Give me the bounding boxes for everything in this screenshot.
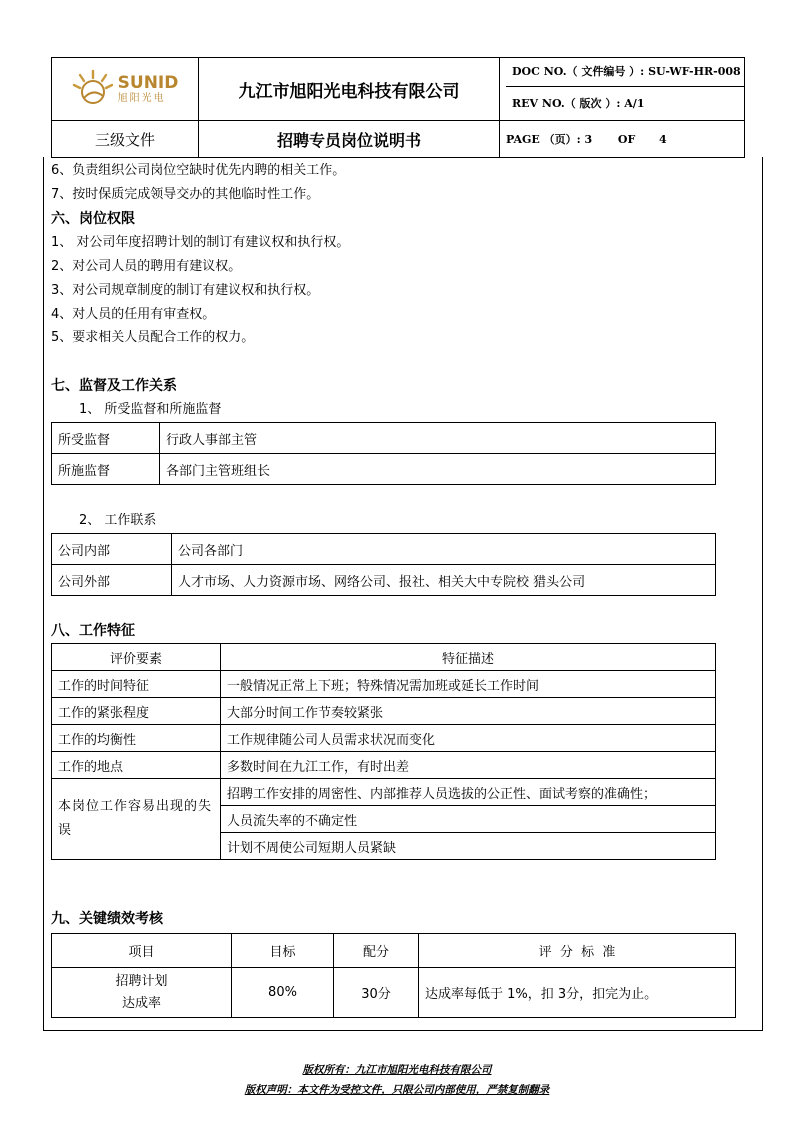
kpi-score: 30分 xyxy=(334,968,419,1018)
document-header xyxy=(51,57,745,158)
table-header-cell: 评 分 标 准 xyxy=(419,934,736,968)
table-header-cell: 特征描述 xyxy=(221,644,716,671)
table-cell-key: 公司外部 xyxy=(52,565,172,596)
document-level: 三级文件 xyxy=(52,121,199,158)
risk-item: 人员流失率的不确定性 xyxy=(221,806,716,833)
risk-item: 计划不周使公司短期人员紧缺 xyxy=(221,833,716,860)
table-cell-key: 所施监督 xyxy=(52,454,160,485)
relations-table xyxy=(51,533,716,596)
authority-item: 5、要求相关人员配合工作的权力。 xyxy=(51,330,255,345)
logo-cell xyxy=(52,58,199,121)
authority-item: 4、对人员的任用有审查权。 xyxy=(51,307,216,322)
duty-item: 7、按时保质完成领导交办的其他临时性工作。 xyxy=(51,187,320,202)
table-cell-key: 公司内部 xyxy=(52,534,172,565)
footer-notice: 版权声明：本文件为受控文件，只限公司内部使用，严禁复制翻录 xyxy=(244,1084,550,1096)
table-cell-value: 多数时间在九江工作，有时出差 xyxy=(221,752,716,779)
page-of: OF xyxy=(617,133,636,146)
table-cell-value: 人才市场、人力资源市场、网络公司、报社、相关大中专院校 猎头公司 xyxy=(172,565,716,596)
page-label: PAGE （页）: 3 xyxy=(506,133,593,146)
risk-item: 招聘工作安排的周密性、内部推荐人员选拔的公正性、面试考察的准确性； xyxy=(221,779,716,806)
authority-item: 3、对公司规章制度的制订有建议权和执行权。 xyxy=(51,283,320,298)
supervision-table xyxy=(51,422,716,485)
subsection-supervision: 1、 所受监督和所施监督 xyxy=(79,402,222,417)
section-title-kpi: 九、关键绩效考核 xyxy=(51,911,163,927)
table-cell-key: 工作的均衡性 xyxy=(52,725,221,752)
rev-number: REV NO.（ 版次 ）: A/1 xyxy=(512,97,645,110)
risk-label: 本岗位工作容易出现的失误 xyxy=(52,779,221,860)
section-title-supervision: 七、监督及工作关系 xyxy=(51,378,177,394)
section-title-work-characteristics: 八、工作特征 xyxy=(51,623,135,639)
table-cell-value: 行政人事部主管 xyxy=(160,423,716,454)
authority-item: 1、 对公司年度招聘计划的制订有建议权和执行权。 xyxy=(51,235,350,250)
table-header-cell: 配分 xyxy=(334,934,419,968)
table-cell-value: 大部分时间工作节奏较紧张 xyxy=(221,698,716,725)
table-cell-key: 工作的时间特征 xyxy=(52,671,221,698)
authority-item: 2、对公司人员的聘用有建议权。 xyxy=(51,259,242,274)
table-cell-value: 一般情况正常上下班；特殊情况需加班或延长工作时间 xyxy=(221,671,716,698)
kpi-target: 80% xyxy=(232,968,334,1018)
table-header-cell: 目标 xyxy=(232,934,334,968)
table-header-cell: 项目 xyxy=(52,934,232,968)
doc-number: DOC NO.（ 文件编号 ）: SU-WF-HR-008 xyxy=(506,58,744,87)
sunid-logo-icon xyxy=(72,68,114,110)
logo-subtext: 旭阳光电 xyxy=(117,92,166,104)
table-cell-key: 工作的紧张程度 xyxy=(52,698,221,725)
kpi-item: 招聘计划 达成率 xyxy=(52,968,232,1018)
work-characteristics-table xyxy=(51,643,716,860)
table-header-cell: 评价要素 xyxy=(52,644,221,671)
page-indicator xyxy=(500,121,745,158)
kpi-criteria: 达成率每低于 1%，扣 3分，扣完为止。 xyxy=(419,968,736,1018)
duty-item: 6、负责组织公司岗位空缺时优先内聘的相关工作。 xyxy=(51,163,346,178)
page-total: 4 xyxy=(658,133,667,146)
table-cell-value: 工作规律随公司人员需求状况而变化 xyxy=(221,725,716,752)
subsection-relations: 2、 工作联系 xyxy=(79,513,157,528)
section-title-authority: 六、岗位权限 xyxy=(51,211,135,227)
table-cell-value: 公司各部门 xyxy=(172,534,716,565)
kpi-table xyxy=(51,933,736,1018)
table-cell-key: 所受监督 xyxy=(52,423,160,454)
table-cell-value: 各部门主管班组长 xyxy=(160,454,716,485)
logo-text: SUNID xyxy=(117,72,179,93)
document-title: 招聘专员岗位说明书 xyxy=(199,121,500,158)
footer-copyright: 版权所有：九江市旭阳光电科技有限公司 xyxy=(302,1064,492,1076)
table-cell-key: 工作的地点 xyxy=(52,752,221,779)
company-name: 九江市旭阳光电科技有限公司 xyxy=(199,58,500,121)
